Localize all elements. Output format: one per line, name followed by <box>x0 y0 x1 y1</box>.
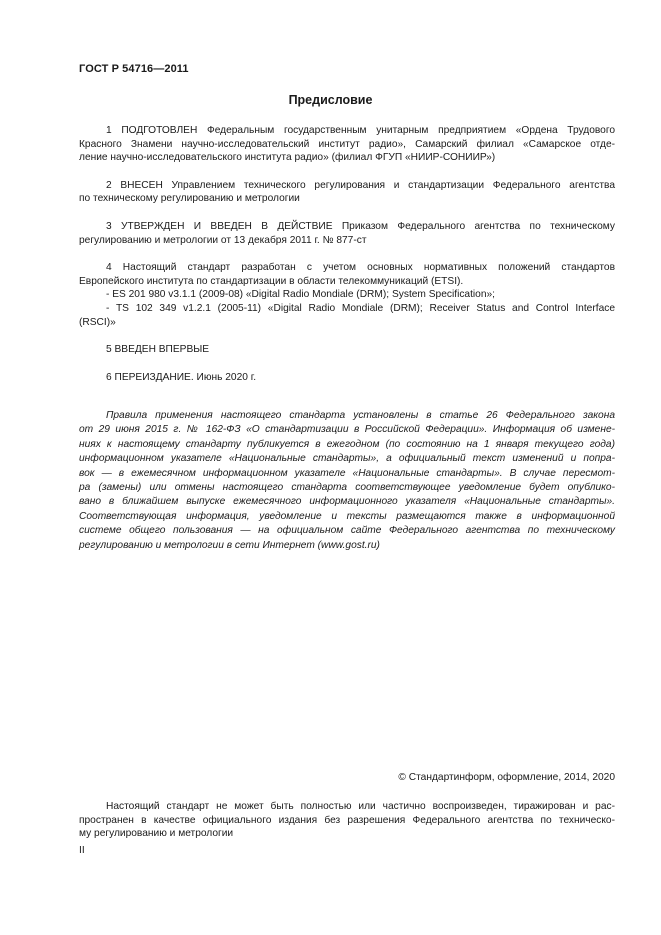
foreword-item-4 <box>79 261 615 329</box>
notice-line: Правила применения настоящего стандарта установлены в статье 26 Федерального закона <box>106 410 615 421</box>
foreword-item-6 <box>79 371 615 385</box>
item-4-list-entry-2: - TS 102 349 v1.2.1 (2005-11) «Digital Radio Mondiale (DRM); Receiver Status and Control Interface <box>106 302 615 314</box>
item-4-list-entry-1: - ES 201 980 v3.1.1 (2009-08) «Digital Radio Mondiale (DRM); System Specification»; <box>106 289 496 301</box>
foreword-item-3 <box>79 220 615 247</box>
item-1-line-3: ление научно-исследовательского института радио» (филиал ФГУП «НИИР-СОНИИР») <box>79 152 496 164</box>
notice-line: ра (замены) или отмены настоящего стандарта соответствующее уведомление будет опублико- <box>79 482 615 494</box>
standard-code: ГОСТ Р 54716—2011 <box>79 63 189 75</box>
item-4-list-entry-2-cont: (RSCI)» <box>79 316 116 328</box>
notice-line: вано в ближайшем выпуске ежемесячного информационного указателя «Национальные стандарты». <box>79 496 615 508</box>
notice-line: от 29 июня 2015 г. № 162-ФЗ «О стандартизации в Российской Федерации». Информация об измене- <box>79 424 615 436</box>
item-2-line-1: 2 ВНЕСЕН Управлением технического регулирования и стандартизации Федерального агентства <box>106 179 615 191</box>
rights-line: пространен в качестве официального издания без разрешения Федерального агентства по техническо- <box>79 814 615 826</box>
notice-line: Соответствующая информация, уведомление и тексты размещаются также в информационной <box>79 510 615 522</box>
item-6-line: 6 ПЕРЕИЗДАНИЕ. Июнь 2020 г. <box>106 371 257 383</box>
notice-line: информационном указателе «Национальные стандарты», а официальный текст изменений и попра- <box>79 453 615 465</box>
foreword-item-5 <box>79 343 615 357</box>
item-5-line: 5 ВВЕДЕН ВПЕРВЫЕ <box>106 344 210 356</box>
item-3-line-2: регулированию и метрологии от 13 декабря 2011 г. № 877-ст <box>79 234 367 246</box>
notice-line: вок — в ежемесячном информационном указателе «Национальные стандарты». В случае пересмот- <box>79 467 615 479</box>
item-3-line-1: 3 УТВЕРЖДЕН И ВВЕДЕН В ДЕЙСТВИЕ Приказом Федерального агентства по техническому <box>106 220 615 232</box>
item-1-line-2: Красного Знамени научно-исследовательский институт радио», Самарский филиал «Самарское отде- <box>79 138 615 150</box>
foreword-item-2 <box>79 179 615 206</box>
copyright-note: © Стандартинформ, оформление, 2014, 2020 <box>398 772 615 783</box>
item-2-line-2: по техническому регулированию и метрологии <box>79 193 300 205</box>
page-number: II <box>79 845 85 856</box>
rights-line: Настоящий стандарт не может быть полностью или частично воспроизведен, тиражирован и рас- <box>106 801 615 812</box>
page-title: Предисловие <box>288 93 373 107</box>
item-1-line-1: 1 ПОДГОТОВЛЕН Федеральным государственным унитарным предприятием «Ордена Трудового <box>106 125 615 136</box>
item-4-line-1: 4 Настоящий стандарт разработан с учетом основных нормативных положений стандартов <box>106 262 615 274</box>
notice-line: ниях к настоящему стандарту публикуется в ежегодном (по состоянию на 1 января текущего года) <box>79 438 615 450</box>
rights-line: му регулированию и метрологии <box>79 828 234 840</box>
reproduction-rights-note <box>79 800 615 841</box>
notice-line: регулированию и метрологии в сети Интернет (www.gost.ru) <box>79 539 380 551</box>
foreword-body <box>79 124 615 398</box>
foreword-item-1 <box>79 124 615 165</box>
notice-line: системе общего пользования — на официальном сайте Федерального агентства по техническому <box>79 525 615 537</box>
item-4-line-2: Европейского института по стандартизации в области телекоммуникаций (ETSI). <box>79 275 464 287</box>
application-rules-notice <box>79 409 615 553</box>
